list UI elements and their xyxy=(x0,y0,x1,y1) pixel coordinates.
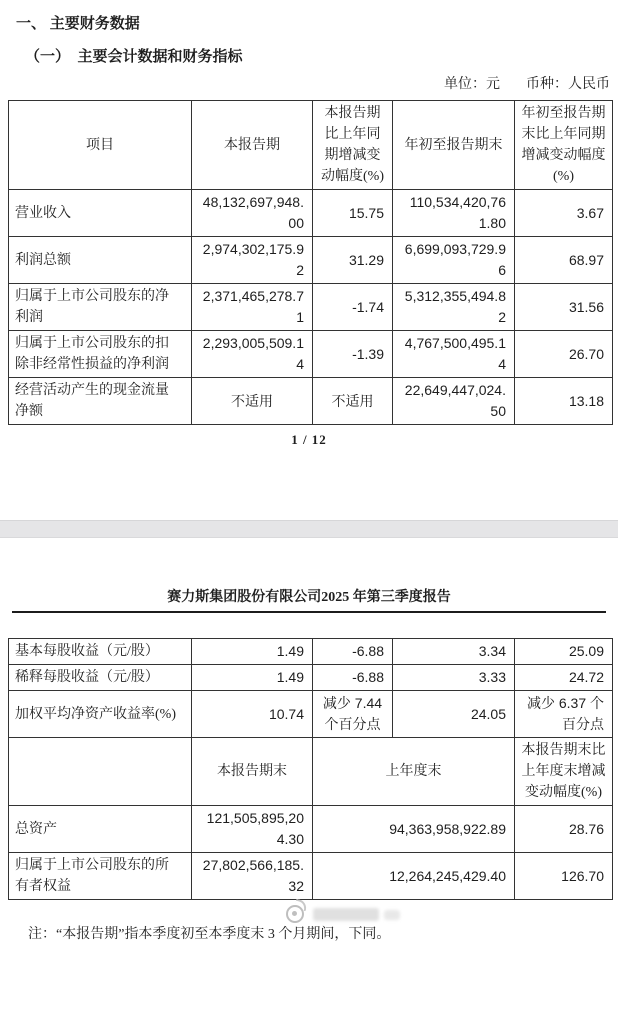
row-label: 归属于上市公司股东的净利润 xyxy=(9,284,192,331)
unit-currency-line xyxy=(0,76,610,94)
subheader-empty-cell xyxy=(9,738,192,806)
cell-value: -6.88 xyxy=(313,665,393,691)
cell-value: 12,264,245,429.40 xyxy=(313,853,515,900)
page-gap-separator xyxy=(0,520,618,538)
key-financials-table xyxy=(8,100,613,425)
cell-value: 110,534,420,761.80 xyxy=(393,190,515,237)
cell-value: 不适用 xyxy=(313,378,393,425)
page-number: 1 / 12 xyxy=(291,432,327,447)
cell-value: -1.39 xyxy=(313,331,393,378)
cell-value: 68.97 xyxy=(515,237,613,284)
cell-value: 不适用 xyxy=(192,378,313,425)
cell-value: -1.74 xyxy=(313,284,393,331)
key-financials-table-continued xyxy=(8,638,613,900)
table-row-net-profit xyxy=(9,284,613,331)
weibo-eye-watermark-icon xyxy=(286,905,304,923)
cell-value: 3.67 xyxy=(515,190,613,237)
col-header-period-end-change: 本报告期末比上年度末增减变动幅度(%) xyxy=(515,738,613,806)
cell-value: 4,767,500,495.14 xyxy=(393,331,515,378)
col-header-item: 项目 xyxy=(9,101,192,190)
row-label: 总资产 xyxy=(9,806,192,853)
cell-value: 22,649,447,024.50 xyxy=(393,378,515,425)
cell-value: 减少 6.37 个百分点 xyxy=(515,691,613,738)
cell-value: 24.72 xyxy=(515,665,613,691)
row-label: 加权平均净资产收益率(%) xyxy=(9,691,192,738)
row-label: 基本每股收益（元/股） xyxy=(9,639,192,665)
row-label: 归属于上市公司股东的所有者权益 xyxy=(9,853,192,900)
cell-value: 13.18 xyxy=(515,378,613,425)
subsection-title: （一） 主要会计数据和财务指标 xyxy=(25,49,243,65)
row-label: 经营活动产生的现金流量净额 xyxy=(9,378,192,425)
cell-value: 94,363,958,922.89 xyxy=(313,806,515,853)
table-row-total-profit xyxy=(9,237,613,284)
table-row-basic-eps xyxy=(9,639,613,665)
footnote-row xyxy=(14,906,618,1020)
cell-value: 26.70 xyxy=(515,331,613,378)
cell-value: -6.88 xyxy=(313,639,393,665)
page-bottom-margin xyxy=(0,448,618,520)
cell-value: 5,312,355,494.82 xyxy=(393,284,515,331)
col-header-current-period: 本报告期 xyxy=(192,101,313,190)
cell-value: 2,293,005,509.14 xyxy=(192,331,313,378)
col-header-prior-year-end: 上年度末 xyxy=(313,738,515,806)
watermark-smudge xyxy=(313,908,379,921)
cell-value: 121,505,895,204.30 xyxy=(192,806,313,853)
cell-value: 24.05 xyxy=(393,691,515,738)
row-label: 归属于上市公司股东的扣除非经常性损益的净利润 xyxy=(9,331,192,378)
cell-value: 15.75 xyxy=(313,190,393,237)
col-header-ytd: 年初至报告期末 xyxy=(393,101,515,190)
row-label: 利润总额 xyxy=(9,237,192,284)
unit-label: 单位：元 xyxy=(444,77,500,92)
cell-value: 31.56 xyxy=(515,284,613,331)
table-row-total-assets xyxy=(9,806,613,853)
table-header-row xyxy=(9,101,613,190)
table-row-roe xyxy=(9,691,613,738)
row-label: 稀释每股收益（元/股） xyxy=(9,665,192,691)
header-rule xyxy=(12,611,606,613)
note-text: 注：“本报告期”指本季度初至本季度末 3 个月期间，下同。 xyxy=(28,927,391,942)
col-header-period-change: 本报告期比上年同期增减变动幅度(%) xyxy=(313,101,393,190)
watermark-smudge xyxy=(384,910,400,920)
row-label: 营业收入 xyxy=(9,190,192,237)
cell-value: 28.76 xyxy=(515,806,613,853)
table-row-cash-flow xyxy=(9,378,613,425)
cell-value: 2,371,465,278.71 xyxy=(192,284,313,331)
cell-value: 126.70 xyxy=(515,853,613,900)
cell-value: 1.49 xyxy=(192,639,313,665)
report-page-2 xyxy=(0,538,618,1020)
cell-value: 3.33 xyxy=(393,665,515,691)
document-header: 赛力斯集团股份有限公司2025 年第三季度报告 xyxy=(167,590,451,605)
cell-value: 31.29 xyxy=(313,237,393,284)
cell-value: 27,802,566,185.32 xyxy=(192,853,313,900)
cell-value: 10.74 xyxy=(192,691,313,738)
table-row-revenue xyxy=(9,190,613,237)
table-row-owners-equity xyxy=(9,853,613,900)
col-header-ytd-change: 年初至报告期末比上年同期增减变动幅度(%) xyxy=(515,101,613,190)
cell-value: 2,974,302,175.92 xyxy=(192,237,313,284)
section-title: 一、 主要财务数据 xyxy=(16,16,140,32)
cell-value: 25.09 xyxy=(515,639,613,665)
currency-label: 币种：人民币 xyxy=(526,77,610,92)
table-row-diluted-eps xyxy=(9,665,613,691)
table-row-net-profit-deducted xyxy=(9,331,613,378)
cell-value: 48,132,697,948.00 xyxy=(192,190,313,237)
cell-value: 1.49 xyxy=(192,665,313,691)
table-subheader-row xyxy=(9,738,613,806)
cell-value: 减少 7.44 个百分点 xyxy=(313,691,393,738)
col-header-period-end: 本报告期末 xyxy=(192,738,313,806)
cell-value: 6,699,093,729.96 xyxy=(393,237,515,284)
cell-value: 3.34 xyxy=(393,639,515,665)
